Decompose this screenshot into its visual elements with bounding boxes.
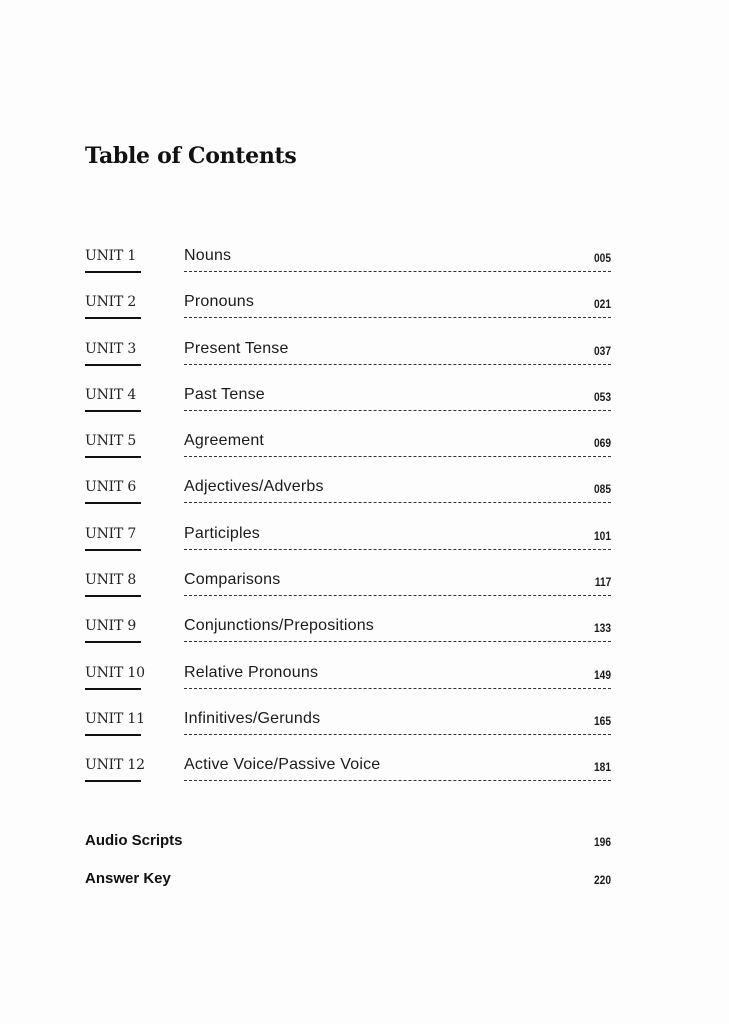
page-number: 053 (593, 389, 611, 404)
page-number: 165 (593, 713, 611, 728)
toc-entry-answer-key[interactable] (85, 868, 611, 906)
appendix-list (85, 830, 611, 906)
page-number: 021 (593, 297, 611, 312)
chapter-title: Infinitives/Gerunds (184, 709, 321, 727)
page-title: Table of Contents (85, 143, 297, 169)
unit-label: UNIT 5 (85, 433, 141, 458)
chapter-title: Pronouns (184, 293, 255, 311)
toc-entry[interactable] (85, 612, 611, 658)
dotted-leader (184, 317, 611, 318)
page-number: 005 (593, 251, 611, 265)
dotted-leader (184, 641, 611, 642)
dotted-leader (184, 271, 611, 272)
unit-label: UNIT 11 (85, 711, 141, 736)
toc-entry[interactable] (85, 335, 611, 381)
chapter-title: Past Tense (184, 385, 265, 403)
unit-label: UNIT 12 (85, 757, 141, 782)
toc-entry[interactable] (85, 473, 611, 519)
dotted-leader (184, 364, 611, 365)
dotted-leader (184, 502, 611, 503)
unit-label: UNIT 2 (85, 294, 141, 319)
toc-entry[interactable] (85, 751, 611, 797)
page-number: 085 (593, 482, 611, 497)
toc-entry[interactable] (85, 427, 611, 473)
chapter-title: Nouns (184, 247, 232, 264)
unit-label: UNIT 3 (85, 341, 141, 366)
page-number: 220 (593, 873, 611, 887)
toc-entry[interactable] (85, 381, 611, 427)
page-number: 101 (593, 528, 611, 543)
toc-entry[interactable] (85, 288, 611, 334)
toc-entry[interactable] (85, 705, 611, 751)
chapter-title: Present Tense (184, 339, 289, 357)
chapter-title: Participles (184, 524, 261, 542)
toc-list (85, 242, 611, 798)
chapter-title: Relative Pronouns (184, 663, 319, 681)
dotted-leader (184, 456, 611, 457)
dotted-leader (184, 688, 611, 689)
page-number: 181 (593, 760, 611, 775)
chapter-title: Comparisons (184, 571, 281, 589)
toc-entry[interactable] (85, 566, 611, 612)
toc-entry[interactable] (85, 242, 611, 288)
toc-entry[interactable] (85, 520, 611, 566)
page-number: 149 (593, 667, 611, 682)
unit-label: UNIT 7 (85, 526, 141, 551)
chapter-title: Adjectives/Adverbs (184, 478, 324, 496)
dotted-leader (184, 734, 611, 735)
dotted-leader (184, 780, 611, 781)
dotted-leader (184, 549, 611, 550)
toc-entry[interactable] (85, 659, 611, 705)
unit-label: UNIT 6 (85, 479, 141, 504)
appendix-title: Audio Scripts (85, 832, 183, 849)
page-number: 069 (593, 436, 611, 451)
page-number: 037 (593, 343, 611, 358)
unit-label: UNIT 4 (85, 387, 141, 412)
appendix-title: Answer Key (85, 870, 171, 887)
chapter-title: Agreement (184, 432, 265, 450)
page-number: 133 (593, 621, 611, 636)
toc-entry-audio-scripts[interactable] (85, 830, 611, 868)
unit-label: UNIT 1 (85, 248, 141, 273)
unit-label: UNIT 10 (85, 665, 141, 690)
page-number: 117 (594, 575, 611, 590)
unit-label: UNIT 8 (85, 572, 141, 597)
chapter-title: Conjunctions/Prepositions (184, 617, 374, 635)
unit-label: UNIT 9 (85, 618, 141, 643)
page-number: 196 (593, 835, 611, 849)
chapter-title: Active Voice/Passive Voice (184, 756, 381, 774)
dotted-leader (184, 595, 611, 596)
dotted-leader (184, 410, 611, 411)
